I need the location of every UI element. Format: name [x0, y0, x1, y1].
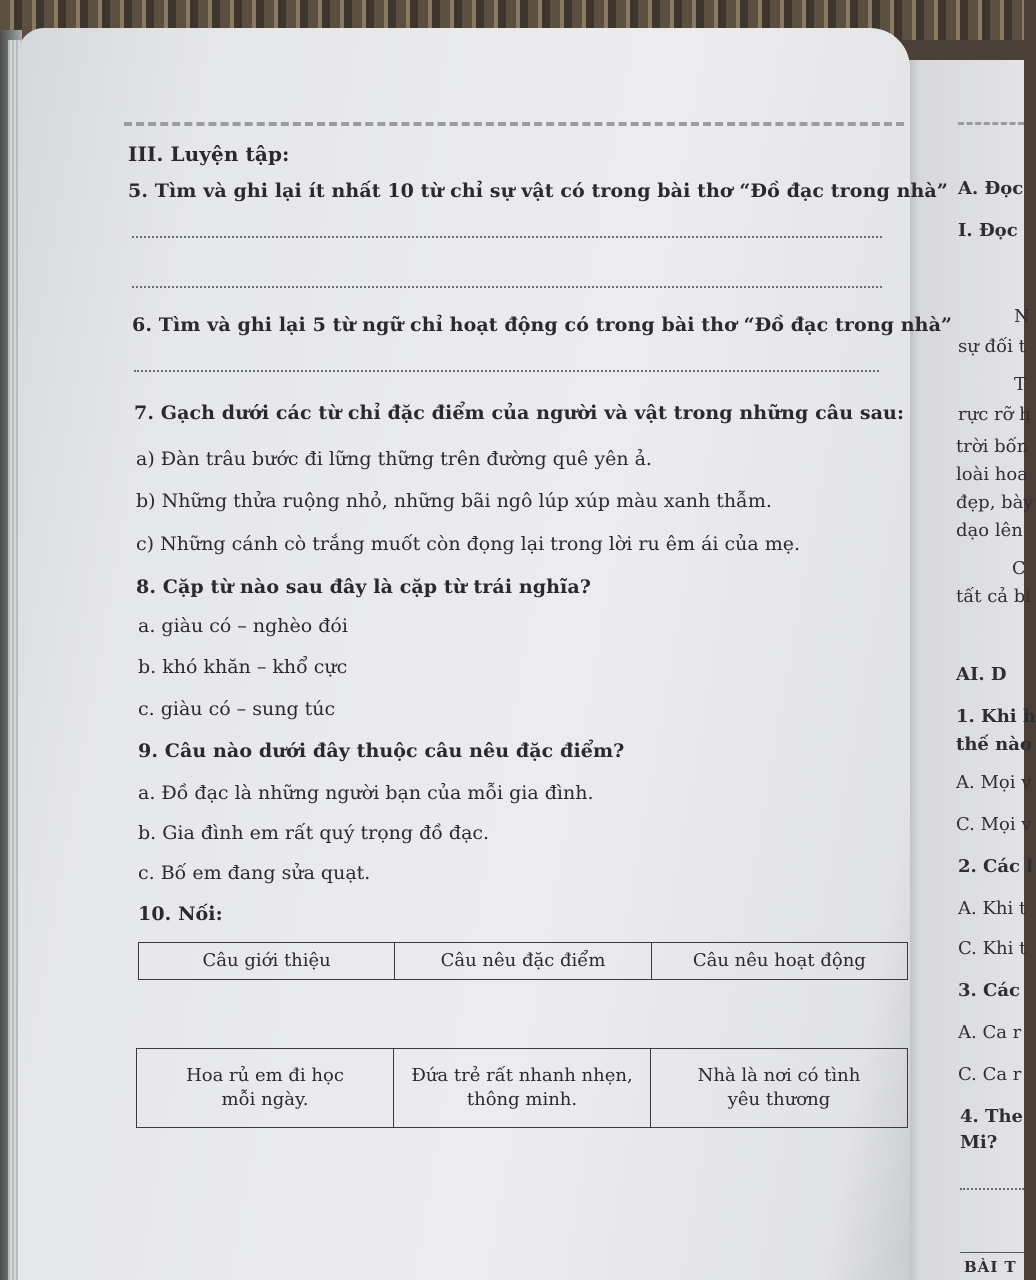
right-line: 1. Khi h	[956, 706, 1036, 727]
right-line: thế nào	[956, 734, 1032, 755]
section-title: III. Luyện tập:	[128, 142, 290, 166]
question-8-option-a: a. giàu có – nghèo đói	[138, 615, 348, 637]
right-line: BÀI T	[964, 1258, 1017, 1276]
sentence-cell: Đứa trẻ rất nhanh nhẹn, thông minh.	[394, 1049, 651, 1128]
right-line: A. Khi t	[958, 898, 1027, 919]
right-line: đẹp, bày	[956, 492, 1034, 513]
right-line: 4. The	[960, 1106, 1023, 1127]
question-7-option-b: b) Những thửa ruộng nhỏ, những bãi ngô lúp xúp màu xanh thẫm.	[136, 490, 772, 512]
answer-line	[132, 286, 882, 288]
right-line: A. Mọi v	[956, 772, 1032, 793]
section-rule	[960, 1252, 1024, 1253]
right-line: Mi?	[960, 1132, 998, 1153]
question-7: 7. Gạch dưới các từ chỉ đặc điểm của người và vật trong những câu sau:	[134, 402, 905, 424]
question-8-option-b: b. khó khăn – khổ cực	[138, 656, 348, 678]
question-9-option-b: b. Gia đình em rất quý trọng đồ đạc.	[138, 822, 490, 844]
question-5: 5. Tìm và ghi lại ít nhất 10 từ chỉ sự vật có trong bài thơ “Đồ đạc trong nhà”	[128, 180, 948, 202]
answer-line	[134, 370, 879, 372]
right-line: A. Ca r	[958, 1022, 1022, 1043]
answer-line	[132, 236, 882, 238]
right-line: AI. D	[956, 664, 1007, 685]
right-line: trời bốn	[956, 436, 1029, 457]
right-line: A. Đọc	[958, 178, 1024, 199]
right-line: T	[1014, 374, 1027, 395]
right-header-divider	[958, 122, 1024, 125]
question-10: 10. Nối:	[138, 903, 223, 925]
right-line: sự đối t	[958, 336, 1026, 357]
matching-table-top	[138, 942, 908, 980]
right-line: dạo lên	[956, 520, 1023, 541]
sentence-cell: Nhà là nơi có tình yêu thương	[651, 1049, 908, 1128]
right-line: 2. Các l	[958, 856, 1034, 877]
sentence-cell: Hoa rủ em đi học mỗi ngày.	[137, 1049, 394, 1128]
right-line: I. Đọc	[958, 220, 1018, 241]
question-8-option-c: c. giàu có – sung túc	[138, 698, 336, 720]
right-line: C	[1012, 558, 1026, 579]
question-7-option-c: c) Những cánh cò trắng muốt còn đọng lại trong lời ru êm ái của mẹ.	[136, 533, 801, 555]
question-9: 9. Câu nào dưới đây thuộc câu nêu đặc điểm?	[138, 740, 625, 762]
category-activity: Câu nêu hoạt động	[651, 943, 907, 980]
right-line: rực rỡ h	[958, 404, 1031, 425]
question-9-option-c: c. Bố em đang sửa quạt.	[138, 862, 371, 884]
header-divider	[124, 122, 904, 126]
matching-table-bottom	[136, 1048, 908, 1128]
question-9-option-a: a. Đồ đạc là những người bạn của mỗi gia đình.	[138, 782, 594, 804]
question-7-option-a: a) Đàn trâu bước đi lững thững trên đường quê yên ả.	[136, 448, 652, 470]
right-line: 3. Các	[958, 980, 1021, 1001]
right-line: loài hoa	[956, 464, 1028, 485]
right-line: C. Ca r	[958, 1064, 1022, 1085]
right-line: tất cả bi	[956, 586, 1032, 607]
category-characteristic: Câu nêu đặc điểm	[395, 943, 651, 980]
right-line: N	[1014, 306, 1030, 327]
right-line: C. Mọi v	[956, 814, 1032, 835]
category-intro: Câu giới thiệu	[139, 943, 395, 980]
answer-line	[960, 1188, 1024, 1190]
right-line: C. Khi t	[958, 938, 1027, 959]
question-6: 6. Tìm và ghi lại 5 từ ngữ chỉ hoạt động có trong bài thơ “Đồ đạc trong nhà”	[132, 314, 953, 336]
question-8: 8. Cặp từ nào sau đây là cặp từ trái nghĩa?	[136, 576, 592, 598]
